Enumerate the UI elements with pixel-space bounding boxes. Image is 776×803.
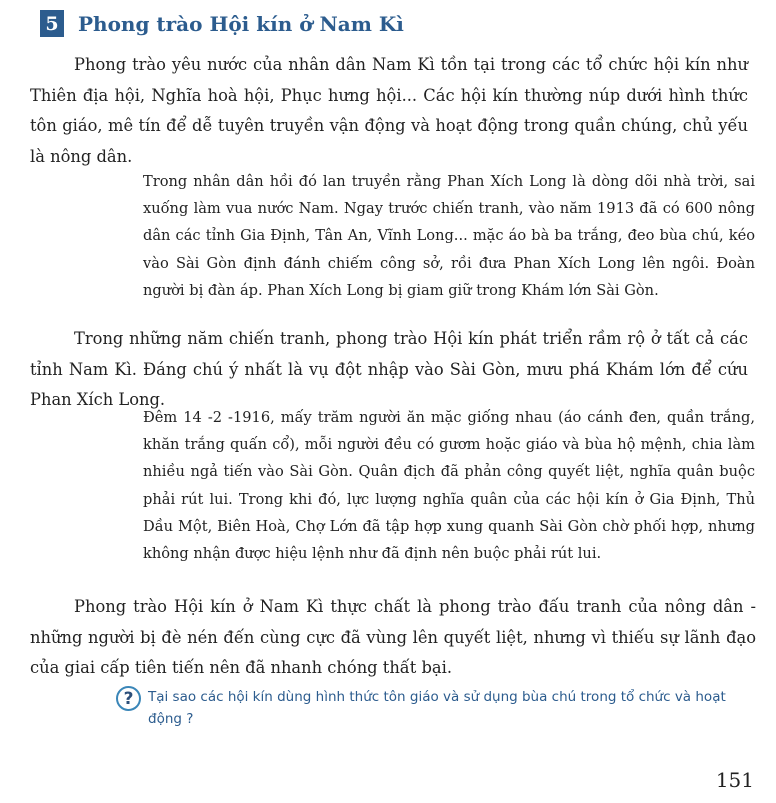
- excerpt-paragraph-1: Trong nhân dân hồi đó lan truyền rằng Phan Xích Long là dòng dõi nhà trời, sai xuống làm vua nước Nam. Ngay trước chiến tranh, vào năm 1913 đã có 600 nông dân các tỉnh Gia Định, Tân An, Vĩnh Long... mặc áo bà ba trắng, đeo bùa chú, kéo vào Sài Gòn định đánh chiếm công sở, rồi đưa Phan Xích Long lên ngôi. Đoàn người bị đàn áp. Phan Xích Long bị giam giữ trong Khám lớn Sài Gòn.: [143, 173, 755, 299]
- body-paragraph-3: Phong trào Hội kín ở Nam Kì thực chất là phong trào đấu tranh của nông dân - những người bị đè nén đến cùng cực đã vùng lên quyết liệt, nhưng vì thiếu sự lãnh đạo của giai cấp tiên tiến nên đã nhanh chóng thất bại.: [30, 597, 756, 677]
- excerpt-paragraph-2: Đêm 14 -2 -1916, mấy trăm người ăn mặc giống nhau (áo cánh đen, quần trắng, khăn trắng quấn cổ), mỗi người đều có gươm hoặc giáo và bùa hộ mệnh, chia làm nhiều ngả tiến vào Sài Gòn. Quân địch đã phản công quyết liệt, nghĩa quân buộc phải rút lui. Trong khi đó, lực lượng nghĩa quân của các hội kín ở Gia Định, Thủ Dầu Một, Biên Hoà, Chợ Lớn đã tập hợp xung quanh Sài Gòn chờ phối hợp, nhưng không nhận được hiệu lệnh như đã định nên buộc phải rút lui.: [143, 409, 755, 563]
- question-text: Tại sao các hội kín dùng hình thức tôn giáo và sử dụng bùa chú trong tổ chức và hoạt động ?: [148, 689, 726, 727]
- question-mark-icon: ?: [116, 686, 141, 711]
- body-paragraph-2: Trong những năm chiến tranh, phong trào Hội kín phát triển rầm rộ ở tất cả các tỉnh Nam Kì. Đáng chú ý nhất là vụ đột nhập vào Sài Gòn, mưu phá Khám lớn để cứu Phan Xích Long.: [30, 329, 748, 409]
- section-title: Phong trào Hội kín ở Nam Kì: [78, 11, 404, 36]
- page-number: 151: [715, 768, 754, 792]
- section-number-badge: 5: [40, 10, 64, 37]
- review-question: [116, 686, 756, 730]
- section-heading: [40, 10, 404, 37]
- body-paragraph-1: Phong trào yêu nước của nhân dân Nam Kì tồn tại trong các tổ chức hội kín như Thiên địa hội, Nghĩa hoà hội, Phục hưng hội... Các hội kín thường núp dưới hình thức tôn giáo, mê tín để dễ tuyên truyền vận động và hoạt động trong quần chúng, chủ yếu là nông dân.: [30, 55, 748, 166]
